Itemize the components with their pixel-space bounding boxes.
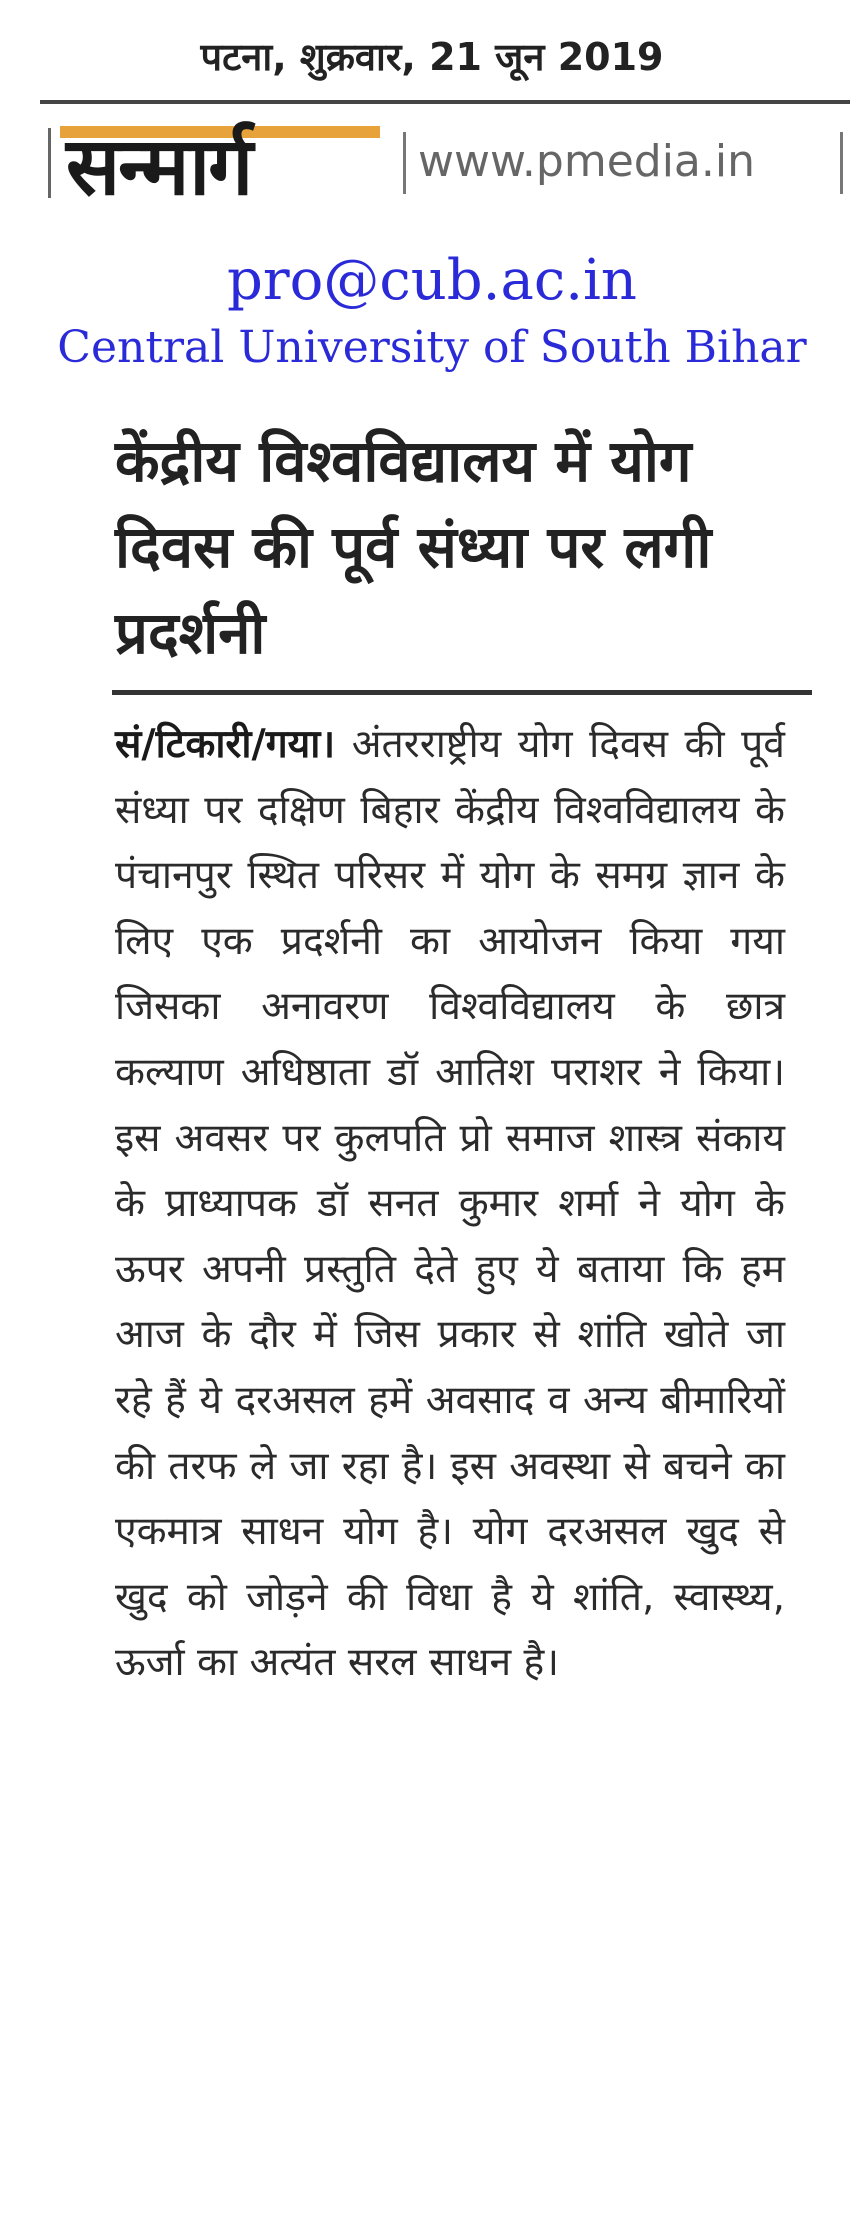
article-body-text: अंतरराष्ट्रीय योग दिवस की पूर्व संध्या पर दक्षिण बिहार केंद्रीय विश्वविद्यालय के पंचानपुर स्थित परिसर में योग के समग्र ज्ञान के लिए एक प्रदर्शनी का आयोजन किया गया जिसका अनावरण विश्वविद्यालय के छात्र कल्याण अधिष्ठाता डॉ आतिश पराशर ने किया। इस अवसर पर कुलपति प्रो समाज शास्त्र संकाय के प्राध्यापक डॉ सनत कुमार शर्मा ने योग के ऊपर अपनी प्रस्तुति देते हुए ये बताया कि हम आज के दौर में जिस प्रकार से शांति खोते जा रहे हैं ये दरअसल हमें अवसाद व अन्य बीमारियों की तरफ ले जा रहा है। इस अवस्था से बचने का एकमात्र साधन योग है। योग दरअसल खुद से खुद को जोड़ने की विधा है ये शांति, स्वास्थ्य, ऊर्जा का अत्यंत सरल साधन है। <box>115 722 785 1686</box>
headline-rule <box>112 690 812 695</box>
contact-email: pro@cub.ac.in <box>227 248 637 313</box>
website-url: www.pmedia.in <box>418 136 755 187</box>
article-headline: केंद्रीय विश्वविद्यालय में योग दिवस की पूर्व संध्या पर लगी प्रदर्शनी <box>115 427 712 667</box>
article-lead: सं/टिकारी/गया। <box>115 722 336 767</box>
article-body <box>115 712 785 1696</box>
newspaper-dateline: पटना, शुक्रवार, 21 जून 2019 <box>200 35 664 79</box>
newspaper-logo <box>60 118 390 213</box>
logo-wordmark: सन्मार्ग <box>66 120 252 213</box>
header-rule <box>40 100 850 104</box>
masthead <box>48 118 858 213</box>
masthead-divider-middle <box>403 132 406 194</box>
masthead-divider-right <box>840 132 843 194</box>
masthead-divider-left <box>48 128 51 198</box>
university-name: Central University of South Bihar <box>57 322 807 373</box>
